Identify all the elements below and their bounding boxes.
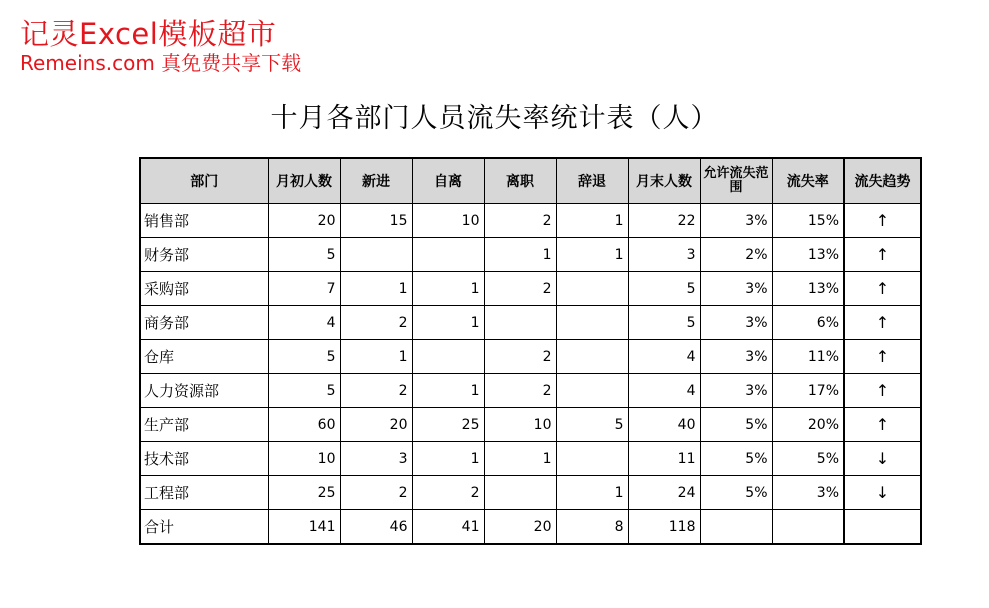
cell-allowed[interactable]: 3% bbox=[700, 340, 772, 374]
cell-end[interactable]: 11 bbox=[628, 442, 700, 476]
cell-self-quit[interactable]: 1 bbox=[412, 306, 484, 340]
cell-dept[interactable]: 采购部 bbox=[140, 272, 268, 306]
cell-new[interactable]: 2 bbox=[340, 476, 412, 510]
header-new[interactable]: 新进 bbox=[340, 158, 412, 204]
cell-trend[interactable] bbox=[844, 510, 921, 545]
cell-trend[interactable]: ↑ bbox=[844, 306, 921, 340]
cell-new[interactable] bbox=[340, 238, 412, 272]
cell-end[interactable]: 118 bbox=[628, 510, 700, 545]
cell-dept[interactable]: 仓库 bbox=[140, 340, 268, 374]
cell-end[interactable]: 4 bbox=[628, 340, 700, 374]
cell-resign[interactable]: 2 bbox=[484, 340, 556, 374]
cell-allowed[interactable]: 5% bbox=[700, 442, 772, 476]
header-self-quit[interactable]: 自离 bbox=[412, 158, 484, 204]
table-row bbox=[140, 204, 921, 238]
cell-dismiss[interactable]: 1 bbox=[556, 238, 628, 272]
cell-new[interactable]: 1 bbox=[340, 272, 412, 306]
table-row bbox=[140, 306, 921, 340]
brand-title: 记灵Excel模板超市 bbox=[20, 17, 277, 51]
cell-trend[interactable]: ↑ bbox=[844, 238, 921, 272]
table-row bbox=[140, 374, 921, 408]
cell-self-quit[interactable]: 41 bbox=[412, 510, 484, 545]
cell-dismiss[interactable] bbox=[556, 272, 628, 306]
attrition-table bbox=[139, 157, 922, 545]
table-row bbox=[140, 272, 921, 306]
cell-start[interactable]: 7 bbox=[268, 272, 340, 306]
cell-dept[interactable]: 生产部 bbox=[140, 408, 268, 442]
header-trend[interactable]: 流失趋势 bbox=[844, 158, 921, 204]
cell-rate[interactable]: 20% bbox=[772, 408, 844, 442]
cell-self-quit[interactable]: 2 bbox=[412, 476, 484, 510]
cell-resign[interactable]: 1 bbox=[484, 442, 556, 476]
cell-allowed[interactable]: 3% bbox=[700, 306, 772, 340]
cell-dept[interactable]: 财务部 bbox=[140, 238, 268, 272]
cell-allowed[interactable]: 5% bbox=[700, 476, 772, 510]
cell-trend[interactable]: ↑ bbox=[844, 272, 921, 306]
cell-new[interactable]: 20 bbox=[340, 408, 412, 442]
cell-end[interactable]: 24 bbox=[628, 476, 700, 510]
cell-trend[interactable]: ↑ bbox=[844, 204, 921, 238]
cell-new[interactable]: 46 bbox=[340, 510, 412, 545]
cell-rate[interactable]: 5% bbox=[772, 442, 844, 476]
cell-resign[interactable]: 2 bbox=[484, 374, 556, 408]
cell-resign[interactable]: 2 bbox=[484, 272, 556, 306]
cell-rate[interactable] bbox=[772, 510, 844, 545]
table-row bbox=[140, 408, 921, 442]
cell-end[interactable]: 22 bbox=[628, 204, 700, 238]
cell-dismiss[interactable]: 5 bbox=[556, 408, 628, 442]
cell-allowed[interactable]: 5% bbox=[700, 408, 772, 442]
cell-resign[interactable] bbox=[484, 476, 556, 510]
cell-trend[interactable]: ↑ bbox=[844, 374, 921, 408]
cell-rate[interactable]: 13% bbox=[772, 272, 844, 306]
table-row bbox=[140, 442, 921, 476]
cell-new[interactable]: 2 bbox=[340, 374, 412, 408]
cell-dismiss[interactable] bbox=[556, 340, 628, 374]
cell-new[interactable]: 15 bbox=[340, 204, 412, 238]
cell-resign[interactable]: 20 bbox=[484, 510, 556, 545]
header-dept[interactable]: 部门 bbox=[140, 158, 268, 204]
table-row bbox=[140, 340, 921, 374]
cell-self-quit[interactable]: 1 bbox=[412, 374, 484, 408]
cell-self-quit[interactable]: 1 bbox=[412, 442, 484, 476]
cell-trend[interactable]: ↓ bbox=[844, 442, 921, 476]
cell-resign[interactable]: 10 bbox=[484, 408, 556, 442]
cell-allowed[interactable]: 3% bbox=[700, 204, 772, 238]
cell-start[interactable]: 4 bbox=[268, 306, 340, 340]
cell-dismiss[interactable] bbox=[556, 306, 628, 340]
header-allowed[interactable]: 允许流失范围 bbox=[700, 158, 772, 204]
cell-trend[interactable]: ↑ bbox=[844, 408, 921, 442]
cell-rate[interactable]: 17% bbox=[772, 374, 844, 408]
cell-start[interactable]: 141 bbox=[268, 510, 340, 545]
cell-new[interactable]: 3 bbox=[340, 442, 412, 476]
cell-trend[interactable]: ↑ bbox=[844, 340, 921, 374]
cell-self-quit[interactable] bbox=[412, 340, 484, 374]
cell-dismiss[interactable]: 8 bbox=[556, 510, 628, 545]
brand-watermark bbox=[20, 17, 302, 75]
header-resign[interactable]: 离职 bbox=[484, 158, 556, 204]
cell-dismiss[interactable] bbox=[556, 374, 628, 408]
cell-start[interactable]: 25 bbox=[268, 476, 340, 510]
page-title: 十月各部门人员流失率统计表（人） bbox=[270, 103, 719, 134]
cell-end[interactable]: 5 bbox=[628, 306, 700, 340]
cell-start[interactable]: 20 bbox=[268, 204, 340, 238]
total-row bbox=[140, 510, 921, 545]
cell-start[interactable]: 5 bbox=[268, 238, 340, 272]
cell-start[interactable]: 5 bbox=[268, 340, 340, 374]
cell-end[interactable]: 5 bbox=[628, 272, 700, 306]
table-row bbox=[140, 476, 921, 510]
cell-rate[interactable]: 6% bbox=[772, 306, 844, 340]
cell-start[interactable]: 60 bbox=[268, 408, 340, 442]
cell-dept[interactable]: 合计 bbox=[140, 510, 268, 545]
cell-start[interactable]: 5 bbox=[268, 374, 340, 408]
header-start[interactable]: 月初人数 bbox=[268, 158, 340, 204]
cell-allowed[interactable]: 3% bbox=[700, 272, 772, 306]
cell-dismiss[interactable] bbox=[556, 442, 628, 476]
table-row bbox=[140, 238, 921, 272]
cell-dept[interactable]: 工程部 bbox=[140, 476, 268, 510]
cell-resign[interactable] bbox=[484, 306, 556, 340]
cell-self-quit[interactable]: 10 bbox=[412, 204, 484, 238]
cell-allowed[interactable] bbox=[700, 510, 772, 545]
brand-subtitle: Remeins.com 真免费共享下载 bbox=[20, 51, 302, 75]
cell-self-quit[interactable]: 25 bbox=[412, 408, 484, 442]
cell-rate[interactable]: 3% bbox=[772, 476, 844, 510]
cell-end[interactable]: 40 bbox=[628, 408, 700, 442]
cell-resign[interactable]: 2 bbox=[484, 204, 556, 238]
cell-allowed[interactable]: 3% bbox=[700, 374, 772, 408]
cell-end[interactable]: 4 bbox=[628, 374, 700, 408]
header-rate[interactable]: 流失率 bbox=[772, 158, 844, 204]
cell-end[interactable]: 3 bbox=[628, 238, 700, 272]
cell-dept[interactable]: 人力资源部 bbox=[140, 374, 268, 408]
cell-dept[interactable]: 商务部 bbox=[140, 306, 268, 340]
cell-rate[interactable]: 11% bbox=[772, 340, 844, 374]
cell-dismiss[interactable]: 1 bbox=[556, 476, 628, 510]
cell-dept[interactable]: 销售部 bbox=[140, 204, 268, 238]
cell-resign[interactable]: 1 bbox=[484, 238, 556, 272]
header-end[interactable]: 月末人数 bbox=[628, 158, 700, 204]
cell-rate[interactable]: 13% bbox=[772, 238, 844, 272]
cell-self-quit[interactable] bbox=[412, 238, 484, 272]
cell-rate[interactable]: 15% bbox=[772, 204, 844, 238]
cell-dismiss[interactable]: 1 bbox=[556, 204, 628, 238]
header-dismiss[interactable]: 辞退 bbox=[556, 158, 628, 204]
cell-start[interactable]: 10 bbox=[268, 442, 340, 476]
cell-new[interactable]: 2 bbox=[340, 306, 412, 340]
cell-trend[interactable]: ↓ bbox=[844, 476, 921, 510]
cell-self-quit[interactable]: 1 bbox=[412, 272, 484, 306]
cell-new[interactable]: 1 bbox=[340, 340, 412, 374]
table-header-row bbox=[140, 158, 921, 204]
cell-dept[interactable]: 技术部 bbox=[140, 442, 268, 476]
cell-allowed[interactable]: 2% bbox=[700, 238, 772, 272]
